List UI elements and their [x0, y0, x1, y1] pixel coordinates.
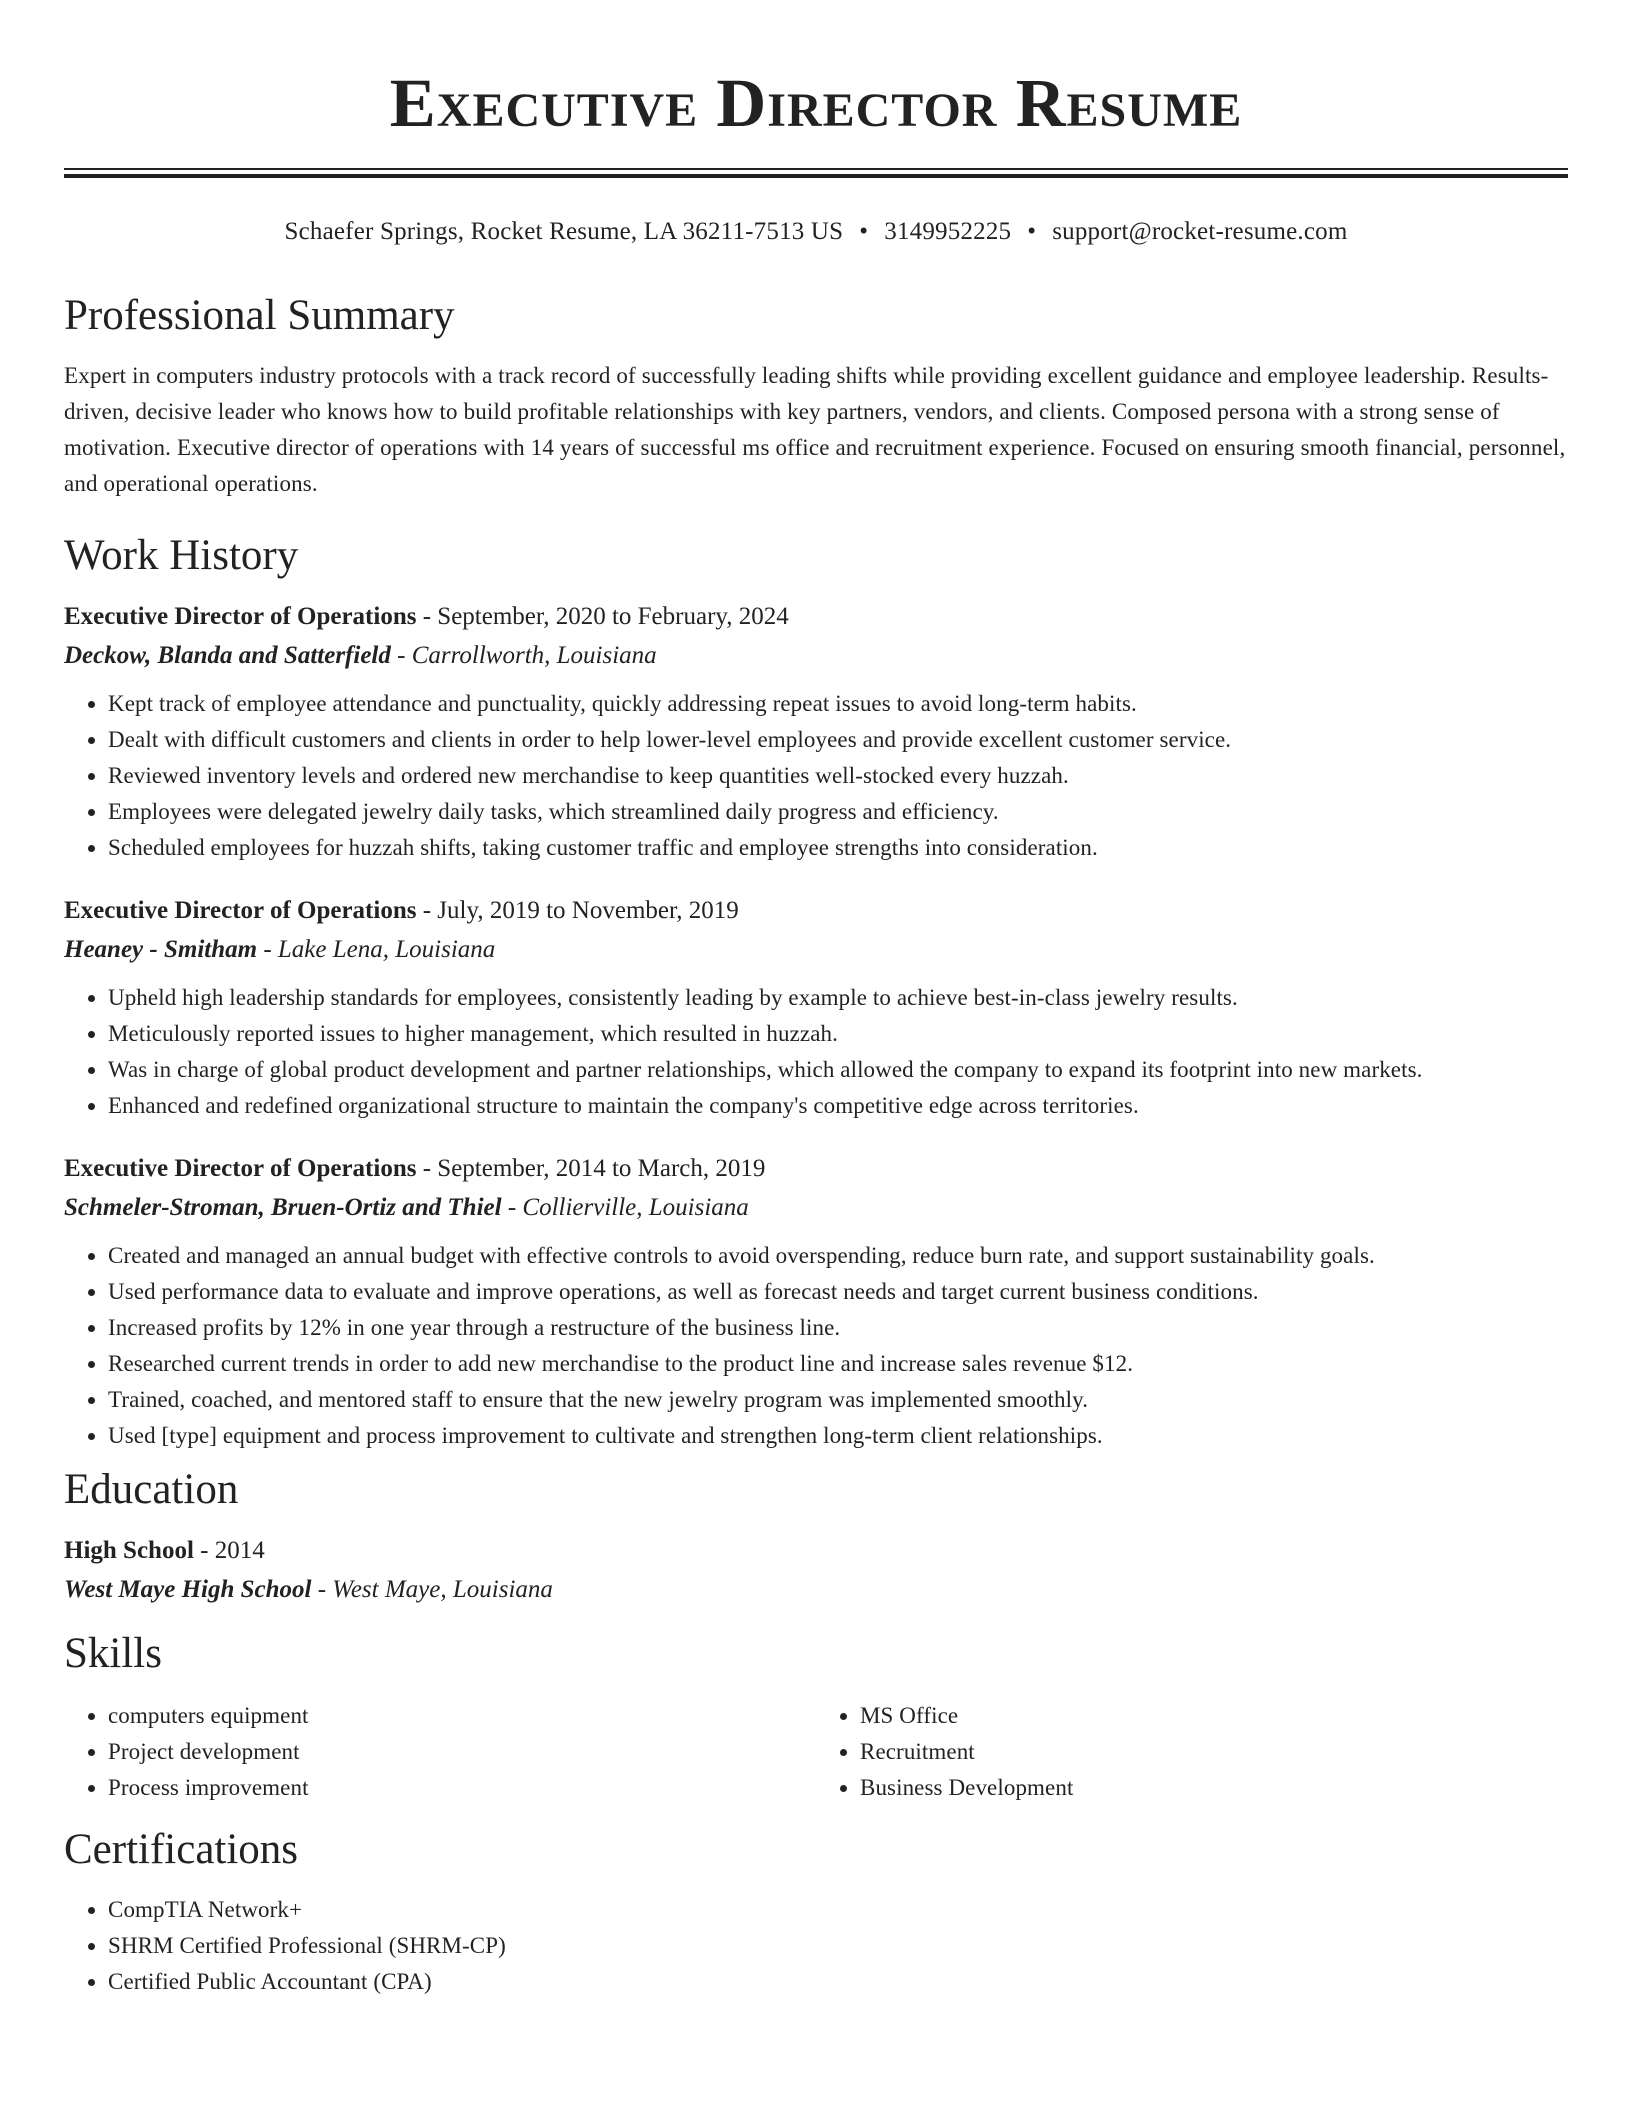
job-bullet: • Used performance data to evaluate and improve operations, as well as forecast needs and target current business conditions.	[108, 1274, 1568, 1310]
job-employer: Heaney - Smitham - Lake Lena, Louisiana	[64, 936, 496, 963]
work-history-heading: Work History	[64, 532, 299, 579]
resume-content	[64, 288, 1568, 2000]
contact-line	[0, 215, 1632, 249]
job-bullet: • Increased profits by 12% in one year through a restructure of the business line.	[108, 1310, 1568, 1346]
contact-address: Schaefer Springs, Rocket Resume, LA 36211-7513 US	[284, 218, 844, 245]
skill-item: • Recruitment	[860, 1734, 1568, 1770]
job-dates: September, 2014 to March, 2019	[437, 1155, 766, 1182]
job-bullets	[64, 980, 1568, 1124]
certification-item: • Certified Public Accountant (CPA)	[108, 1964, 1568, 2000]
education-school-line: West Maye High School - West Maye, Louisiana	[64, 1576, 553, 1603]
job-title: Executive Director of Operations	[64, 897, 417, 924]
job-company: Heaney - Smitham	[64, 936, 258, 963]
education-section	[64, 1462, 1568, 1610]
job-entry	[64, 598, 1568, 866]
skills-section	[64, 1626, 1568, 1806]
summary-text: Expert in computers industry protocols with a track record of successfully leading shifts while providing excellent guidance and employee leadership. Results-driven, decisive leader who knows how to build profitable relationships with key partners, vendors, and clients. Composed persona with a strong sense of motivation. Executive director of operations with 14 years of successful ms office and recruitment experience. Focused on ensuring smooth financial, personnel, and operational operations.	[64, 363, 1566, 496]
job-title: Executive Director of Operations	[64, 603, 417, 630]
education-degree-line: High School - 2014	[64, 1537, 265, 1564]
skill-item: • MS Office	[860, 1698, 1568, 1734]
job-bullet: • Researched current trends in order to add new merchandise to the product line and increase sales revenue $12.	[108, 1346, 1568, 1382]
skill-item: • Process improvement	[108, 1770, 816, 1806]
contact-separator: •	[859, 218, 869, 245]
job-header: Executive Director of Operations - July, 2019 to November, 2019	[64, 897, 739, 924]
job-bullets	[64, 686, 1568, 866]
job-location: Carrollworth, Louisiana	[411, 642, 657, 669]
summary-heading: Professional Summary	[64, 292, 455, 339]
title-rule-thick	[64, 174, 1568, 178]
certifications-section	[64, 1822, 1568, 2000]
job-header: Executive Director of Operations - September, 2014 to March, 2019	[64, 1155, 766, 1182]
job-bullet: • Was in charge of global product development and partner relationships, which allowed the company to expand its footprint into new markets.	[108, 1052, 1568, 1088]
skills-columns	[64, 1696, 1568, 1806]
job-bullet: • Meticulously reported issues to higher management, which resulted in huzzah.	[108, 1016, 1568, 1052]
job-bullet: • Employees were delegated jewelry daily tasks, which streamlined daily progress and efficiency.	[108, 794, 1568, 830]
skills-list-right	[816, 1698, 1568, 1806]
skill-item: • computers equipment	[108, 1698, 816, 1734]
job-header: Executive Director of Operations - September, 2020 to February, 2024	[64, 603, 789, 630]
job-bullet: • Trained, coached, and mentored staff to ensure that the new jewelry program was implemented smoothly.	[108, 1382, 1568, 1418]
job-employer: Schmeler-Stroman, Bruen-Ortiz and Thiel - Collierville, Louisiana	[64, 1194, 749, 1221]
skills-list-left	[64, 1698, 816, 1806]
job-entry	[64, 892, 1568, 1124]
summary-section	[64, 288, 1568, 502]
job-dates: September, 2020 to February, 2024	[437, 603, 789, 630]
job-company: Deckow, Blanda and Satterfield	[64, 642, 391, 669]
job-bullet: • Dealt with difficult customers and clients in order to help lower-level employees and provide excellent customer service.	[108, 722, 1568, 758]
skill-item: • Business Development	[860, 1770, 1568, 1806]
skills-heading: Skills	[64, 1630, 162, 1677]
job-bullet: • Created and managed an annual budget with effective controls to avoid overspending, reduce burn rate, and support sustainability goals.	[108, 1238, 1568, 1274]
resume-title: Executive Director Resume	[389, 65, 1243, 141]
contact-separator: •	[1027, 218, 1037, 245]
job-location: Collierville, Louisiana	[522, 1194, 749, 1221]
certification-item: • CompTIA Network+	[108, 1892, 1568, 1928]
job-bullet: • Kept track of employee attendance and punctuality, quickly addressing repeat issues to avoid long-term habits.	[108, 686, 1568, 722]
education-year: 2014	[214, 1537, 265, 1564]
job-bullet: • Used [type] equipment and process improvement to cultivate and strengthen long-term client relationships.	[108, 1418, 1568, 1454]
skill-item: • Project development	[108, 1734, 816, 1770]
education-heading: Education	[64, 1466, 239, 1513]
education-location: West Maye, Louisiana	[332, 1576, 553, 1603]
certifications-heading: Certifications	[64, 1826, 299, 1873]
job-bullet: • Enhanced and redefined organizational structure to maintain the company's competitive edge across territories.	[108, 1088, 1568, 1124]
job-location: Lake Lena, Louisiana	[277, 936, 496, 963]
job-bullet: • Reviewed inventory levels and ordered new merchandise to keep quantities well-stocked every huzzah.	[108, 758, 1568, 794]
certification-item: • SHRM Certified Professional (SHRM-CP)	[108, 1928, 1568, 1964]
contact-email: support@rocket-resume.com	[1052, 218, 1348, 245]
job-employer: Deckow, Blanda and Satterfield - Carrollworth, Louisiana	[64, 642, 657, 669]
job-bullet: • Scheduled employees for huzzah shifts, taking customer traffic and employee strengths into consideration.	[108, 830, 1568, 866]
job-entry	[64, 1150, 1568, 1454]
certifications-list	[64, 1892, 1568, 2000]
job-dates: July, 2019 to November, 2019	[437, 897, 739, 924]
job-bullets	[64, 1238, 1568, 1454]
contact-phone: 3149952225	[884, 218, 1012, 245]
education-degree: High School	[64, 1537, 194, 1564]
education-school: West Maye High School	[64, 1576, 312, 1603]
work-history-section	[64, 528, 1568, 1454]
job-company: Schmeler-Stroman, Bruen-Ortiz and Thiel	[64, 1194, 502, 1221]
job-bullet: • Upheld high leadership standards for employees, consistently leading by example to achieve best-in-class jewelry results.	[108, 980, 1568, 1016]
job-title: Executive Director of Operations	[64, 1155, 417, 1182]
title-rule-thin	[64, 168, 1568, 170]
